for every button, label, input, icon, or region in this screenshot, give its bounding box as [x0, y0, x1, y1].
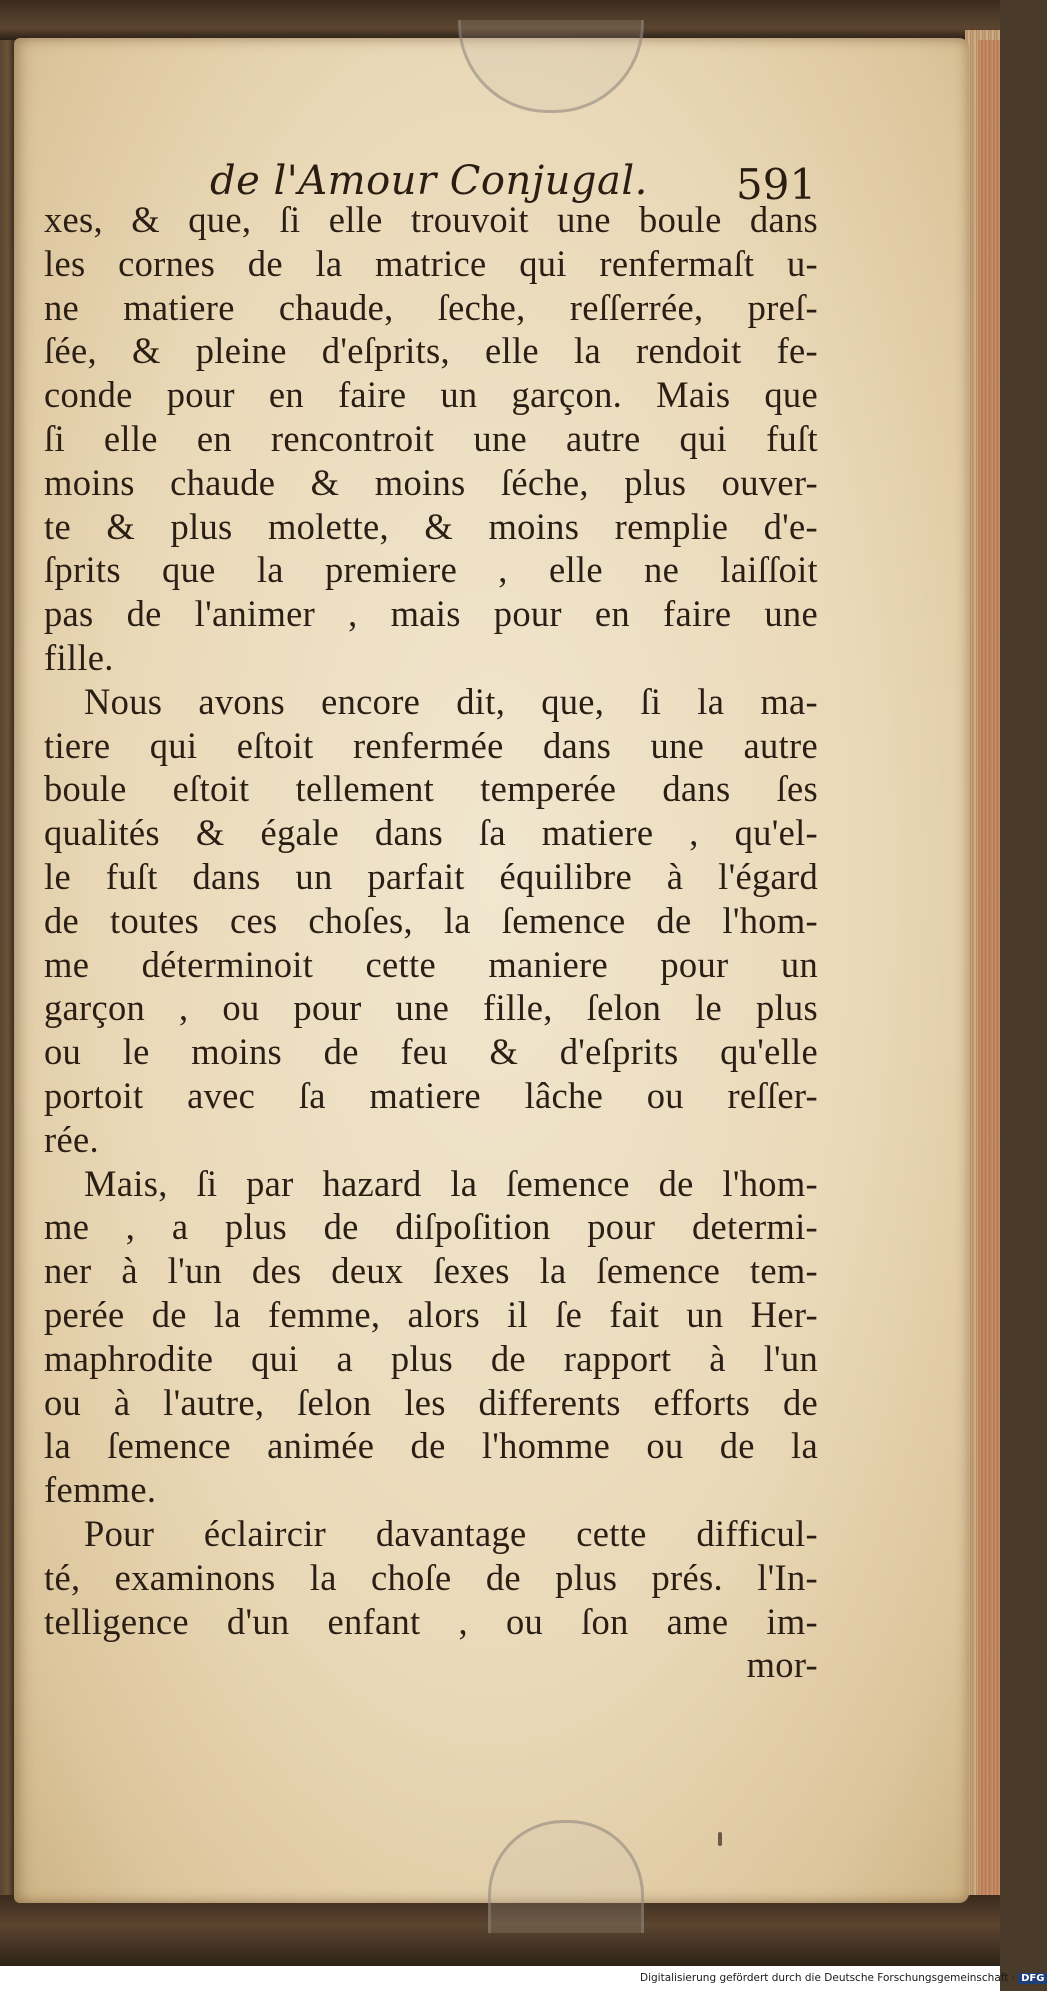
- text-line: qualités & égale dans ſa matiere , qu'el-: [44, 812, 818, 854]
- text-line: moins chaude & moins ſéche, plus ouver-: [44, 461, 818, 503]
- text-line: te & plus molette, & moins remplie d'e-: [44, 505, 818, 547]
- text-line: té, examinons la choſe de plus prés. l'In-: [44, 1556, 818, 1598]
- ink-mark: [718, 1832, 722, 1846]
- dfg-logo: DFG: [1018, 1973, 1047, 1984]
- text-line: ſi elle en rencontroit une autre qui fuſt: [44, 417, 818, 459]
- text-line: perée de la femme, alors il ſe fait un Her-: [44, 1293, 818, 1335]
- text-line: la ſemence animée de l'homme ou de la: [44, 1425, 818, 1467]
- text-line: ou à l'autre, ſelon les differents efforts de: [44, 1381, 818, 1423]
- text-line: pas de l'animer , mais pour en faire une: [44, 593, 818, 635]
- text-line: Nous avons encore dit, que, ſi la ma-: [84, 680, 818, 722]
- text-line: fille.: [44, 636, 114, 678]
- digitization-credit: [640, 1972, 1047, 1984]
- text-line: portoit avec ſa matiere lâche ou reſſer-: [44, 1074, 818, 1116]
- text-line: le fuſt dans un parfait équilibre à l'égard: [44, 855, 818, 897]
- text-line: Pour éclaircir davantage cette difficul-: [84, 1512, 818, 1554]
- text-line: ſprits que la premiere , elle ne laiſſoit: [44, 549, 818, 591]
- text-line: me , a plus de diſpoſition pour determi-: [44, 1206, 818, 1248]
- page-stack-red-edge: [978, 40, 1000, 1900]
- page-number: 591: [736, 160, 817, 209]
- text-line: ou le moins de feu & d'eſprits qu'elle: [44, 1031, 818, 1073]
- body-text: [44, 198, 818, 1687]
- text-line: ſée, & pleine d'eſprits, elle la rendoit fe-: [44, 330, 818, 372]
- text-line: telligence d'un enfant , ou ſon ame im-: [44, 1600, 818, 1642]
- text-line: ner à l'un des deux ſexes la ſemence tem-: [44, 1250, 818, 1292]
- text-line: me déterminoit cette maniere pour un: [44, 943, 818, 985]
- text-line: mor-: [746, 1644, 818, 1686]
- text-line: maphrodite qui a plus de rapport à l'un: [44, 1337, 818, 1379]
- text-line: de toutes ces choſes, la ſemence de l'hom-: [44, 899, 818, 941]
- text-line: les cornes de la matrice qui renfermaſt u-: [44, 242, 818, 284]
- text-line: ne matiere chaude, ſeche, reſſerrée, preſ-: [44, 286, 818, 328]
- text-line: femme.: [44, 1469, 157, 1511]
- text-line: tiere qui eſtoit renfermée dans une autre: [44, 724, 818, 766]
- text-line: garçon , ou pour une fille, ſelon le plus: [44, 987, 818, 1029]
- text-line: boule eſtoit tellement temperée dans ſes: [44, 768, 818, 810]
- credit-text: Digitalisierung gefördert durch die Deutsche Forschungsgemeinschaft ·: [640, 1972, 1016, 1984]
- text-line: rée.: [44, 1118, 99, 1160]
- text-line: Mais, ſi par hazard la ſemence de l'hom-: [84, 1162, 818, 1204]
- text-line: xes, & que, ſi elle trouvoit une boule dans: [44, 199, 818, 240]
- text-line: conde pour en faire un garçon. Mais que: [44, 374, 818, 416]
- running-head: de l'Amour Conjugal.: [210, 158, 648, 204]
